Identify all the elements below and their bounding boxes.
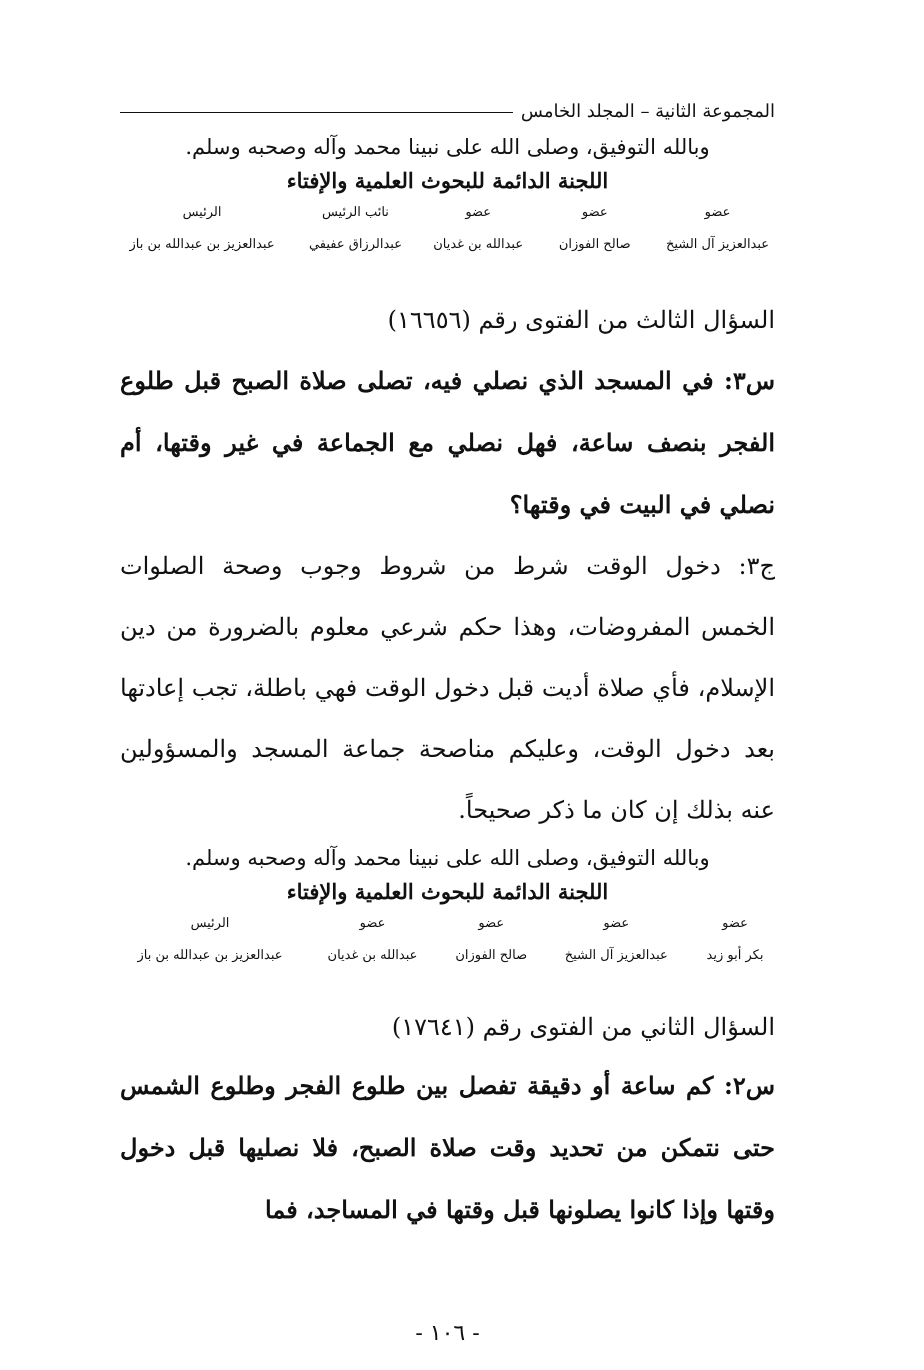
signatory-role: عضو [478,916,505,931]
signatory-name: صالح الفوزان [558,237,631,252]
running-header [120,96,775,126]
closing-formula: وبالله التوفيق، وصلى الله على نبينا محمد وآله وصحبه وسلم. [185,846,710,870]
signatory-role: عضو [704,205,731,220]
fatwa-heading: السؤال الثالث من الفتوى رقم (١٦٦٥٦) [387,306,775,334]
signatory-name: بكر أبو زيد [706,948,764,963]
fatwa-heading: السؤال الثاني من الفتوى رقم (١٧٦٤١) [391,1013,775,1041]
running-header-title: المجموعة الثانية – المجلد الخامس [520,100,775,122]
signatory-role: عضو [359,916,386,931]
signatory-name: عبدالعزيز آل الشيخ [564,948,668,963]
signatory-name: عبدالرزاق عفيفي [308,237,402,252]
committee-name: اللجنة الدائمة للبحوث العلمية والإفتاء [286,879,609,904]
question-text: س٣: في المسجد الذي نصلي فيه، تصلى صلاة الصبح قبل طلوع الفجر بنصف ساعة، فهل نصلي مع الجماعة في غير وقتها، أم نصلي في البيت في وقتها؟ [120,366,775,519]
page-number: - ١٠٦ - [415,1321,480,1346]
closing-formula: وبالله التوفيق، وصلى الله على نبينا محمد وآله وصحبه وسلم. [185,135,710,159]
signatory-role: عضو [465,205,492,220]
committee-name: اللجنة الدائمة للبحوث العلمية والإفتاء [286,168,609,193]
signatory-name: عبدالله بن غديان [327,948,418,963]
signatory-role: عضو [603,916,630,931]
header-rule [120,112,513,113]
signatory-name: عبدالله بن غديان [433,237,524,252]
document-page [120,96,775,1346]
signatory-role: نائب الرئيس [321,205,389,220]
answer-text: ج٣: دخول الوقت شرط من شروط وجوب وصحة الصلوات الخمس المفروضات، وهذا حكم شرعي معلوم بالضرورة من دين الإسلام، فأي صلاة أديت قبل دخول الوقت فهي باطلة، تجب إعادتها بعد دخول الوقت، وعليكم مناصحة جماعة المسجد والمسؤولين عنه بذلك إن كان ما ذكر صحيحاً. [120,552,775,824]
signatory-name: عبدالعزيز بن عبدالله بن باز [129,237,275,252]
signatory-role: عضو [722,916,748,931]
signatory-role: عضو [581,205,608,220]
signatory-name: عبدالعزيز بن عبدالله بن باز [137,948,283,963]
signatories-table [110,198,785,262]
signatories-table [110,909,785,973]
signatory-role: الرئيس [190,916,230,931]
question-text: س٢: كم ساعة أو دقيقة تفصل بين طلوع الفجر وطلوع الشمس حتى نتمكن من تحديد وقت صلاة الصبح، فلا نصليها قبل دخول وقتها وإذا كانوا يصلونها قبل وقتها في المساجد، فما [120,1071,775,1224]
signatory-name: صالح الفوزان [455,948,528,963]
signatory-role: الرئيس [182,205,222,220]
signatory-name: عبدالعزيز آل الشيخ [665,237,770,252]
